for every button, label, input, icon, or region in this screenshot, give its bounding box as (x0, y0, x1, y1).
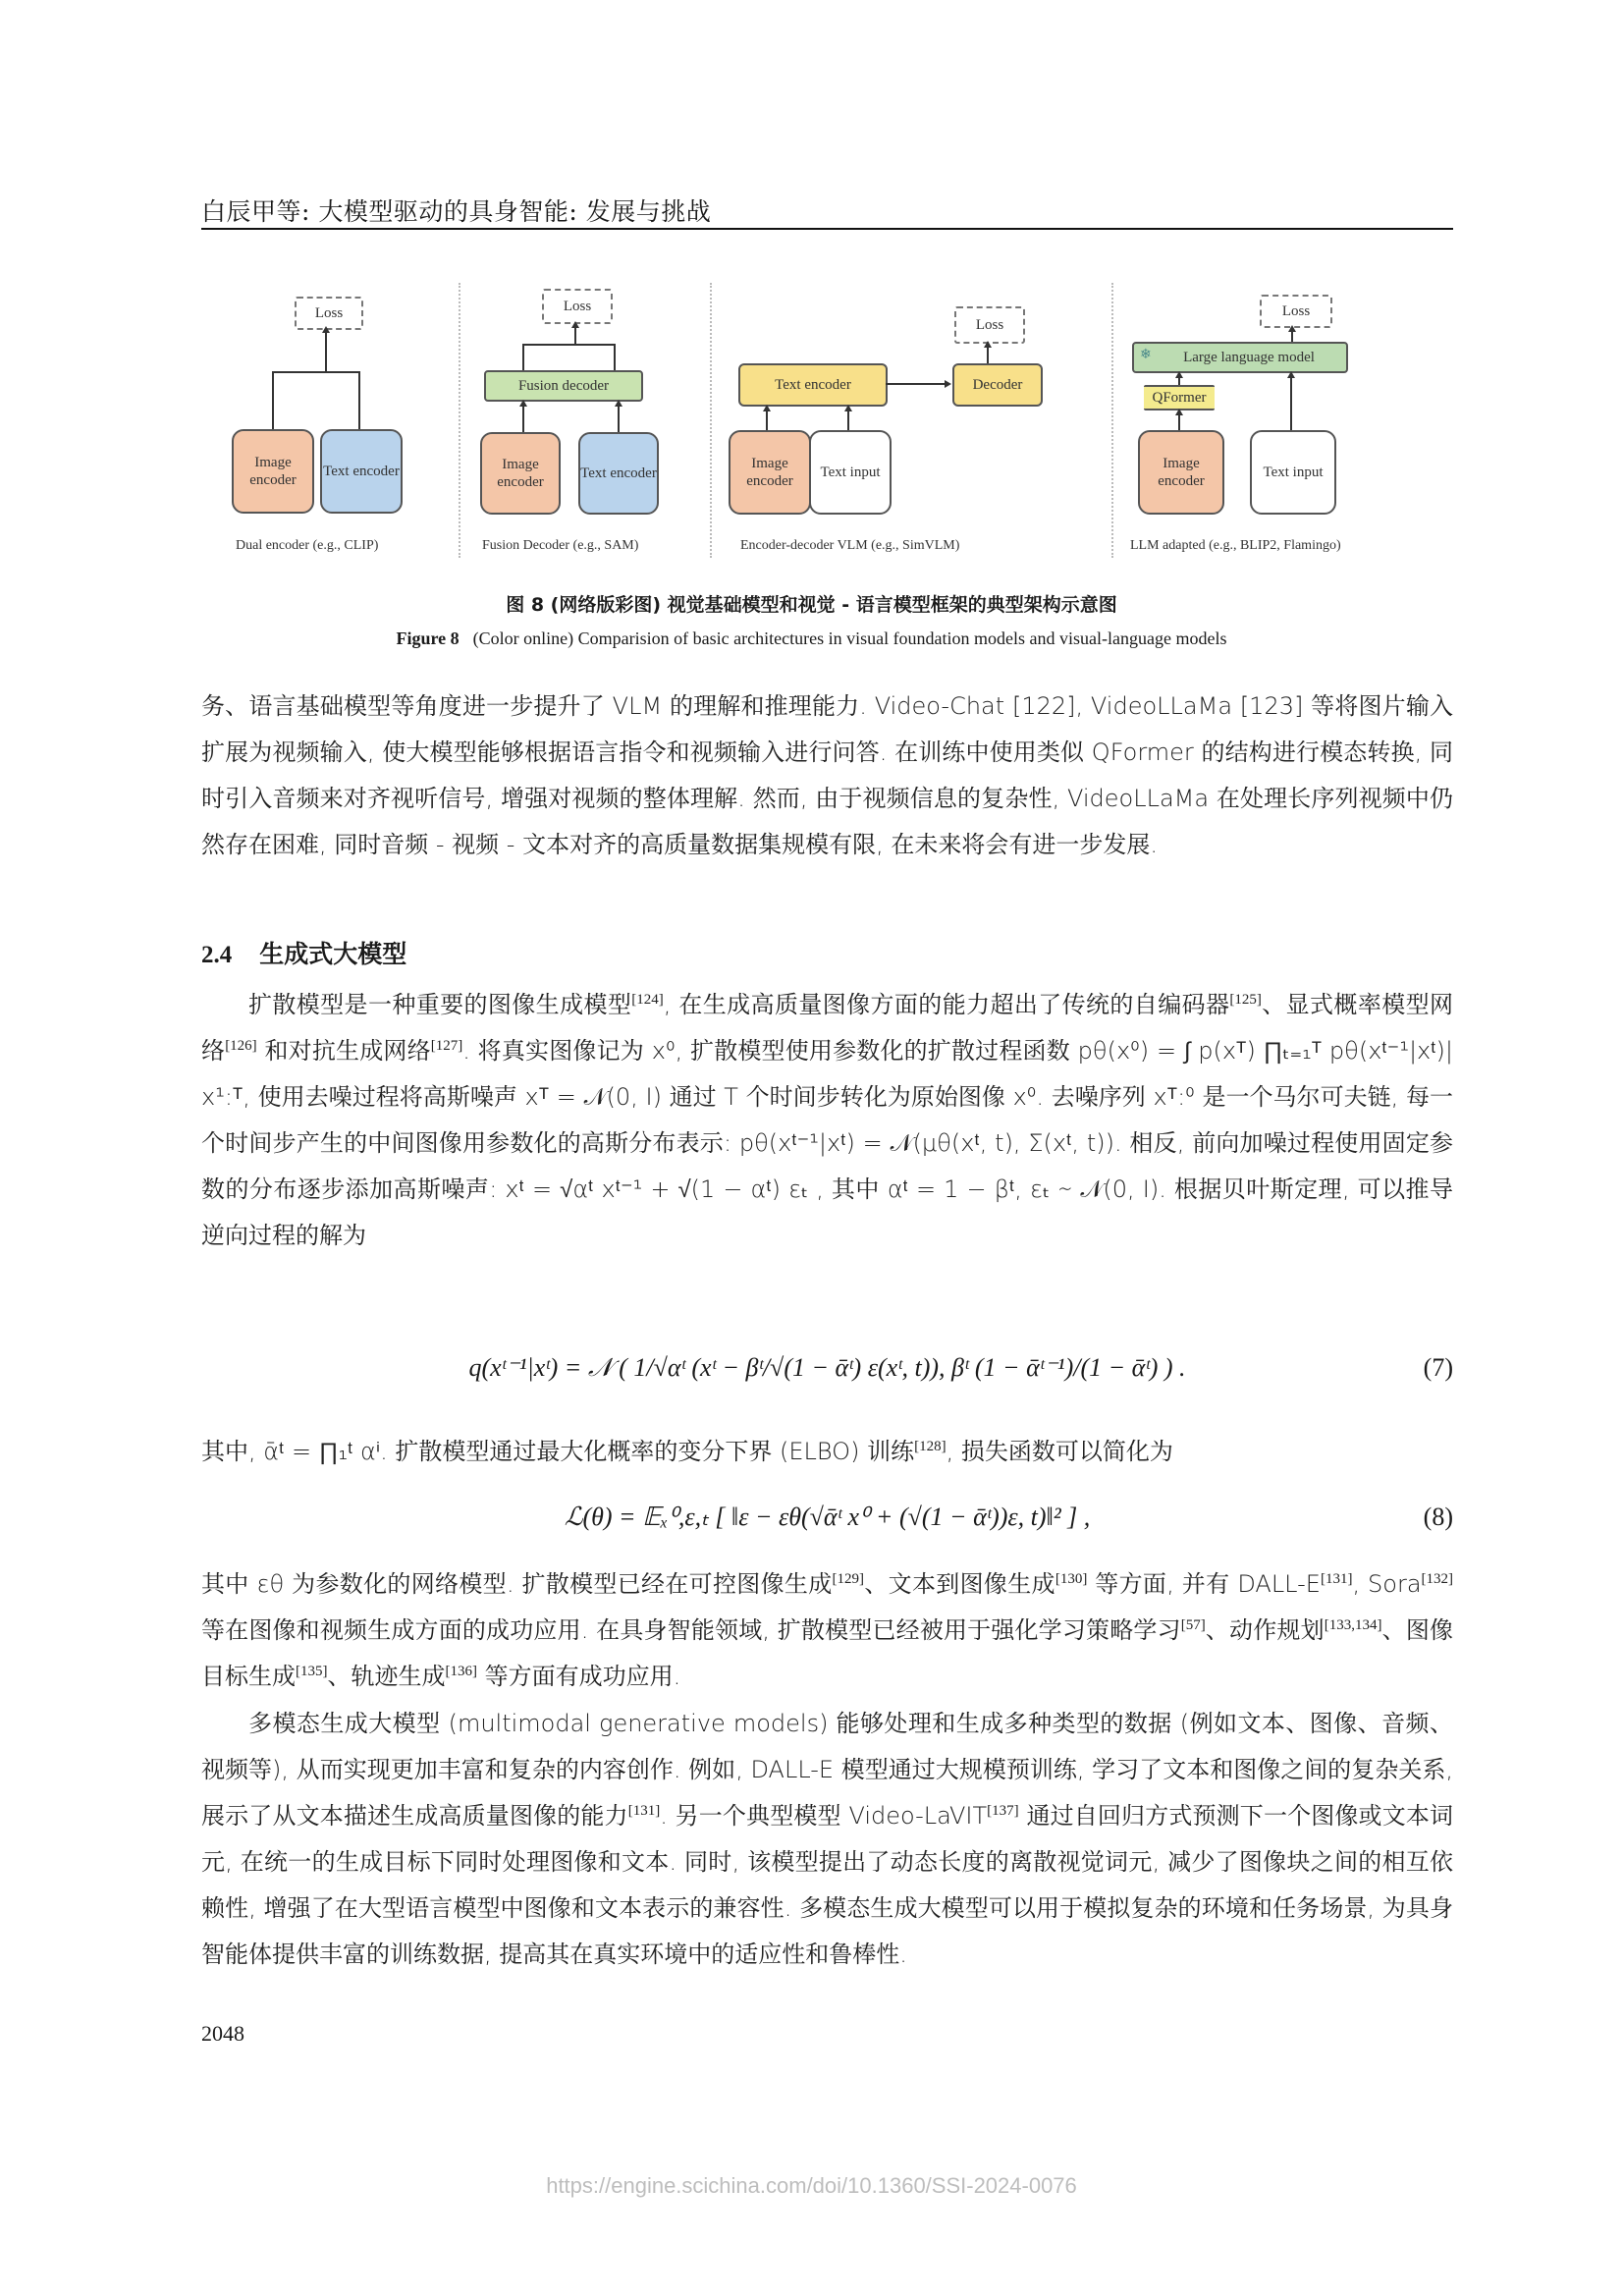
image-encoder-box: Image encoder (729, 430, 811, 515)
running-title: 白辰甲等: 大模型驱动的具身智能: 发展与挑战 (201, 197, 712, 226)
text: . 将真实图像记为 x⁰, 扩散模型使用参数化的扩散过程函数 pθ(x⁰) = ∫ p(xᵀ) ∏ₜ₌₁ᵀ pθ(xᵗ⁻¹|xᵗ)| x¹:ᵀ, 使用去噪过程将高斯噪声 xᵀ = 𝒩(0, I) 通过 T 个时间步转化为原始图像 x⁰. 去噪序列 xᵀ:⁰ 是一个马尔可夫链, 每一个时间步产生的中间图像用参数化的高斯分布表示: pθ(xᵗ⁻¹|xᵗ) = 𝒩(μθ(xᵗ, t), Σ(xᵗ, t)). 相反, 前向加噪过程使用固定参数的分布逐步添加高斯噪声: xᵗ = √αᵗ xᵗ⁻¹ + √(1 − αᵗ) εₜ , 其中 αᵗ = 1 − βᵗ, εₜ ∼ 𝒩(0, I). 根据贝叶斯定理, 可以推导逆向过程的解为 (201, 1037, 1453, 1249)
loss-box: Loss (295, 297, 363, 330)
connector-line (847, 410, 849, 432)
figure-label: Figure 8 (396, 629, 460, 648)
page-number: 2048 (201, 2021, 244, 2046)
llm-label: Large language model (1183, 350, 1315, 365)
panel-separator (1111, 283, 1113, 558)
image-encoder-box: Image encoder (232, 429, 314, 514)
connector-line (522, 406, 524, 432)
panel-caption: Encoder-decoder VLM (e.g., SimVLM) (740, 538, 960, 553)
citation[interactable]: [57] (1180, 1617, 1206, 1633)
citation[interactable]: [124] (631, 992, 664, 1008)
text: , 损失函数可以简化为 (946, 1438, 1173, 1465)
panel-fusion-decoder (476, 275, 731, 570)
text: 、图像目标生成 (201, 1616, 1454, 1690)
text: 其中, ᾱᵗ = ∏₁ᵗ αⁱ. 扩散模型通过最大化概率的变分下界 (ELBO) 训练 (201, 1438, 915, 1465)
connector-line (358, 371, 360, 430)
panel-encoder-decoder-vlm (727, 275, 1080, 570)
figure-caption-cn: 图 8 (网络版彩图) 视觉基础模型和视觉 - 语言模型框架的典型架构示意图 (506, 594, 1117, 616)
equation-body: q(xᵗ⁻¹|xᵗ) = 𝒩 ( 1/√αᵗ (xᵗ − βᵗ/√(1 − ᾱᵗ) ε(xᵗ, t)), βᵗ (1 − ᾱᵗ⁻¹)/(1 − ᾱᵗ) ) . (468, 1353, 1186, 1382)
figure-caption-en (0, 629, 1623, 649)
citation[interactable]: [135] (296, 1664, 328, 1679)
citation[interactable]: [131] (627, 1803, 661, 1819)
connector-line (614, 344, 616, 371)
loss-box: Loss (954, 306, 1025, 344)
connector-line (987, 347, 989, 364)
image-encoder-box: Image encoder (480, 432, 561, 515)
panel-separator (710, 283, 712, 558)
connector-line (766, 410, 768, 432)
paragraph-applications (201, 1561, 1453, 1700)
citation[interactable]: [133,134] (1324, 1617, 1382, 1633)
text: 等在图像和视频生成方面的成功应用. 在具身智能领域, 扩散模型已经被用于强化学习策略学习 (201, 1616, 1181, 1644)
text-input-box: Text input (809, 430, 892, 515)
paragraph-multimodal (201, 1701, 1453, 1978)
text: 多模态生成大模型 (multimodal generative models) 能够处理和生成多种类型的数据 (例如文本、图像、音频、视频等), 从而实现更加丰富和复杂的内容创作. 例如, DALL-E 模型通过大规模预训练, 学习了文本和图像之间的复杂关系, 展示了从文本描述生成高质量图像的能力 (201, 1710, 1453, 1830)
arrow-icon (945, 380, 951, 388)
panel-dual-encoder (226, 275, 471, 570)
text: 和对抗生成网络 (256, 1037, 431, 1065)
text-encoder-box: Text encoder (578, 432, 659, 515)
equation-number: (7) (1423, 1353, 1453, 1382)
paragraph-diffusion (201, 982, 1453, 1259)
text-input-box: Text input (1250, 430, 1336, 515)
text: 、显式概率模型网络 (201, 991, 1453, 1065)
connector-line (522, 344, 616, 346)
text: 扩散模型是一种重要的图像生成模型 (248, 991, 632, 1018)
citation[interactable]: [127] (430, 1038, 463, 1054)
panel-caption: Dual encoder (e.g., CLIP) (236, 538, 379, 553)
fusion-decoder-box: Fusion decoder (484, 370, 643, 402)
text: 等方面, 并有 DALL-E (1087, 1570, 1321, 1598)
citation[interactable]: [136] (445, 1664, 477, 1679)
frozen-snowflake-icon: ❄ (1140, 348, 1152, 362)
panel-caption: LLM adapted (e.g., BLIP2, Flamingo) (1130, 538, 1341, 553)
paragraph-elbo (201, 1429, 1453, 1475)
connector-line (1178, 377, 1180, 385)
text: 通过自回归方式预测下一个图像或文本词元, 在统一的生成目标下同时处理图像和文本. 同时, 该模型提出了动态长度的离散视觉词元, 减少了图像块之间的相互依赖性, 增强了在大型语言模型中图像和文本表示的兼容性. 多模态生成大模型可以用于模拟复杂的环境和任务场景, 为具身智能体提供丰富的训练数据, 提高其在真实环境中的适应性和鲁棒性. (201, 1802, 1453, 1968)
loss-box: Loss (542, 289, 613, 324)
text-encoder-box: Text encoder (320, 429, 403, 514)
panel-caption: Fusion Decoder (e.g., SAM) (482, 538, 639, 553)
citation[interactable]: [132] (1421, 1571, 1454, 1587)
header-rule (201, 228, 1453, 230)
large-language-model-box (1132, 342, 1348, 373)
section-number: 2.4 (201, 942, 233, 968)
text: 、动作规划 (1205, 1616, 1325, 1644)
citation[interactable]: [131] (1320, 1571, 1353, 1587)
text: , 在生成高质量图像方面的能力超出了传统的自编码器 (663, 991, 1230, 1018)
text: 其中 εθ 为参数化的网络模型. 扩散模型已经在可控图像生成 (201, 1570, 833, 1598)
text: . 另一个典型模型 Video-LaVIT (660, 1802, 988, 1830)
connector-line (272, 371, 360, 373)
section-heading (201, 935, 406, 970)
connector-line (272, 371, 274, 430)
connector-line (522, 344, 524, 371)
image-encoder-box: Image encoder (1138, 430, 1224, 515)
equation-body: ℒ(θ) = 𝔼ₓ⁰,ε,ₜ [ ‖ε − εθ(√ᾱᵗ x⁰ + (√(1 − ᾱᵗ))ε, t)‖² ] , (564, 1503, 1091, 1531)
citation[interactable]: [130] (1055, 1571, 1088, 1587)
citation[interactable]: [128] (914, 1439, 947, 1454)
doi-watermark[interactable]: https://engine.scichina.com/doi/10.1360/SSI-2024-0076 (546, 2173, 1077, 2198)
paragraph-vlm: 务、语言基础模型等角度进一步提升了 VLM 的理解和推理能力. Video-Chat [122], VideoLLaMa [123] 等将图片输入扩展为视频输入, 使大模型能够根据语言指令和视频输入进行问答. 在训练中使用类似 QFormer 的结构进行模态转换, 同时引入音频来对齐视听信号, 增强对视频的整体理解. 然而, 由于视频信息的复杂性, VideoLLaMa 在处理长序列视频中仍然存在困难, 同时音频 - 视频 - 文本对齐的高质量数据集规模有限, 在未来将会有进一步发展. (201, 692, 1453, 858)
qformer-box: QFormer (1144, 385, 1215, 410)
connector-line (1290, 377, 1292, 432)
citation[interactable]: [125] (1229, 992, 1262, 1008)
citation[interactable]: [137] (987, 1803, 1019, 1819)
text: , Sora (1352, 1570, 1422, 1598)
connector-line (325, 332, 327, 371)
text-encoder-box: Text encoder (738, 363, 888, 407)
figure-8 (226, 275, 1434, 570)
equation-number: (8) (1423, 1503, 1453, 1531)
loss-box: Loss (1260, 295, 1332, 328)
text: 、轨迹生成 (327, 1663, 446, 1690)
section-title: 生成式大模型 (259, 940, 407, 968)
panel-llm-adapted (1124, 275, 1434, 570)
decoder-box: Decoder (952, 363, 1043, 407)
citation[interactable]: [126] (225, 1038, 257, 1054)
text: 等方面有成功应用. (477, 1663, 681, 1690)
connector-line (618, 406, 620, 432)
connector-line (574, 327, 576, 345)
figure-caption-text: (Color online) Comparision of basic architectures in visual foundation models and visual-language models (472, 629, 1227, 648)
text: 、文本到图像生成 (864, 1570, 1055, 1598)
panel-separator (459, 283, 460, 558)
citation[interactable]: [129] (832, 1571, 865, 1587)
connector-line (886, 383, 947, 385)
